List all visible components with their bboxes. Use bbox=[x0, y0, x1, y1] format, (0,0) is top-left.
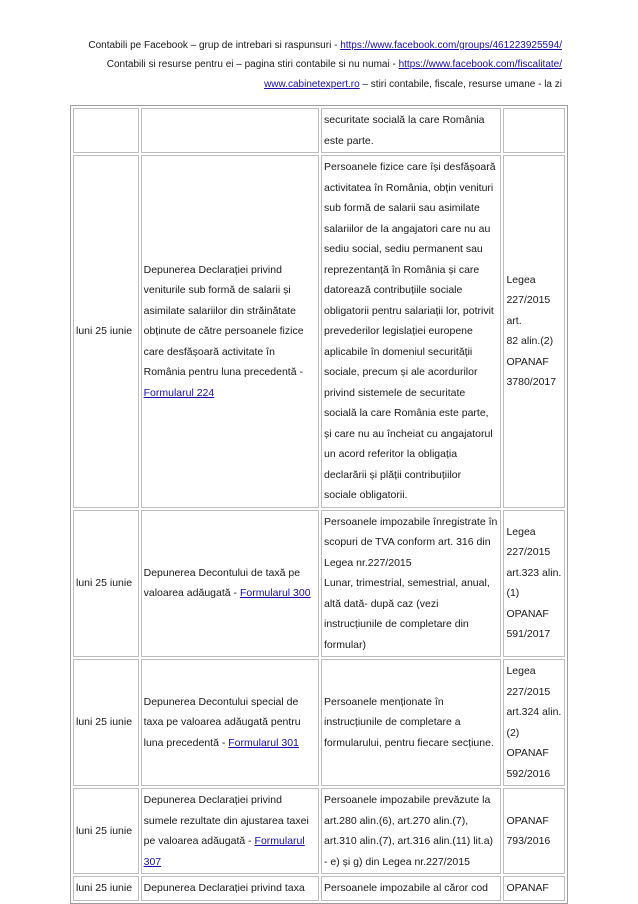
taxpayers-cell: Persoanele impozabile înregistrate în scopuri de TVA conform art. 316 din Legea nr.227/2015 Lunar, trimestrial, semestrial, anual, altă dată- după caz (vezi instrucțiunile de completare din formular) bbox=[321, 510, 501, 658]
description-cell bbox=[141, 155, 319, 508]
date-cell: luni 25 iunie bbox=[73, 788, 139, 874]
header-text-group: Contabili pe Facebook – grup de intrebari si raspunsuri - bbox=[88, 40, 341, 51]
description-cell bbox=[141, 788, 319, 874]
date-cell: luni 25 iunie bbox=[73, 510, 139, 658]
header-line-facebook-page bbox=[0, 55, 562, 75]
table-row bbox=[73, 108, 565, 153]
taxpayers-cell: securitate socială la care România este parte. bbox=[321, 108, 501, 153]
header-line-website bbox=[0, 75, 562, 95]
taxpayers-cell: Persoanele impozabile prevăzute la art.280 alin.(6), art.270 alin.(7), art.310 alin.(7), art.316 alin.(11) lit.a) - e) și g) din Legea nr.227/2015 bbox=[321, 788, 501, 874]
form-300-link[interactable]: Formularul 300 bbox=[239, 587, 311, 600]
legal-basis-cell: Legea 227/2015 art.324 alin. (2) OPANAF 592/2016 bbox=[503, 659, 565, 786]
form-301-link[interactable]: Formularul 301 bbox=[228, 736, 299, 749]
header-text-website: – stiri contabile, fiscale, resurse umane - la zi bbox=[359, 79, 562, 90]
legal-basis-cell bbox=[503, 108, 565, 153]
taxpayers-cell: Persoanele menționate în instrucțiunile de completare a formularului, pentru fiecare secțiune. bbox=[321, 659, 501, 786]
description-text: Depunerea Declarației privind sumele rezultate din ajustarea taxei pe valoarea adăugată - bbox=[143, 794, 309, 847]
website-link[interactable]: www.cabinetexpert.ro bbox=[264, 79, 360, 90]
description-text: Depunerea Declarației privind taxa bbox=[143, 882, 305, 894]
header-line-facebook-group bbox=[0, 36, 562, 56]
description-cell bbox=[141, 108, 319, 153]
facebook-page-link[interactable]: https://www.facebook.com/fiscalitate/ bbox=[398, 59, 562, 70]
date-cell: luni 25 iunie bbox=[73, 876, 139, 901]
form-224-link[interactable]: Formularul 224 bbox=[143, 386, 215, 399]
table-row bbox=[73, 659, 565, 786]
taxpayers-cell: Persoanele fizice care își desfășoară activitatea în România, obțin venituri sub formă de salarii sau asimilate salariilor de la angajatori care nu au sediu social, sediu permanent sau reprezentanță în România și care datorează contribuțiile sociale obligatorii pentru salariații lor, potrivit prevederilor legislației europene aplicabile în domeniul securității sociale, precum și ale acordurilor privind sistemele de securitate socială la care România este parte, și care nu au încheiat cu angajatorul un acord referitor la obligația declarării și plății contribuțiilor sociale obligatorii. bbox=[321, 155, 501, 508]
description-text: Depunerea Declarației privind veniturile sub formă de salarii și asimilate salariilor din străinătate obținute de către persoanele fizice care desfășoară activitate în România pentru luna precedentă - bbox=[143, 263, 304, 378]
legal-basis-cell: Legea 227/2015 art. 82 alin.(2) OPANAF 3780/2017 bbox=[503, 155, 565, 508]
table-row bbox=[73, 788, 565, 874]
date-cell: luni 25 iunie bbox=[73, 659, 139, 786]
facebook-group-link[interactable]: https://www.facebook.com/groups/461223925594/ bbox=[340, 40, 562, 51]
taxpayers-cell: Persoanele impozabile al căror cod bbox=[321, 876, 501, 901]
description-cell bbox=[141, 876, 319, 901]
fiscal-calendar-table bbox=[70, 105, 568, 904]
legal-basis-cell: OPANAF 793/2016 bbox=[503, 788, 565, 874]
table-row bbox=[73, 510, 565, 658]
description-text: Depunerea Decontului de taxă pe valoarea adăugată - bbox=[143, 566, 301, 600]
legal-basis-cell: Legea 227/2015 art.323 alin. (1) OPANAF 591/2017 bbox=[503, 510, 565, 658]
form-307-link[interactable]: Formularul 307 bbox=[143, 835, 305, 868]
legal-basis-cell: OPANAF bbox=[503, 876, 565, 901]
table-row bbox=[73, 155, 565, 508]
header-text-page: Contabili si resurse pentru ei – pagina stiri contabile si nu numai - bbox=[106, 59, 399, 70]
description-cell bbox=[141, 659, 319, 786]
date-cell: luni 25 iunie bbox=[73, 155, 139, 508]
table-row bbox=[73, 876, 565, 901]
description-text: Depunerea Decontului special de taxa pe valoarea adăugată pentru luna precedentă - bbox=[143, 695, 301, 749]
description-cell bbox=[141, 510, 319, 658]
date-cell bbox=[73, 108, 139, 153]
